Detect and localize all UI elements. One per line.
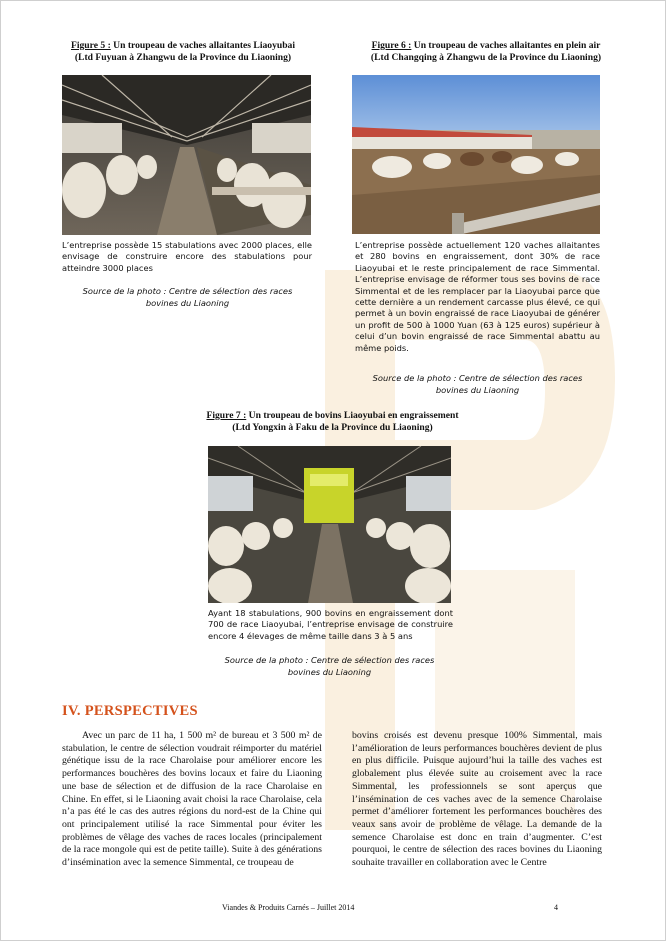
figure-5-label: Figure 5 : [70, 40, 111, 51]
figure-7-photo [208, 446, 451, 603]
footer-publication: Viandes & Produits Carnés – Juillet 2014 [222, 903, 355, 912]
footer-page-number: 4 [554, 903, 558, 912]
figure-7-subtitle: (Ltd Yongxin à Faku de la Province du Liaoning) [232, 421, 433, 433]
figure-6-label: Figure 6 : [371, 40, 412, 51]
figure-6-title-text: Un troupeau de vaches allaitantes en plein air [411, 40, 601, 51]
figure-6-subtitle: (Ltd Changqing à Zhangwu de la Province du Liaoning) [370, 51, 602, 63]
figure-5-subtitle: (Ltd Fuyuan à Zhangwu de la Province du Liaoning) [74, 51, 292, 63]
left-column-paragraph: Avec un parc de 11 ha, 1 500 m² de bureau et 3 500 m² de stabulation, le centre de sélection voudrait réimporter du matériel génétique issu de la race Charolaise pour améliorer encore les performances bouchères des bovins locaux et faire du Liaoning une base de sélection et de diffusion de la race Charolaise en Chine. En effet, si le Liaoning avait choisi la race Charolaise, cela n’a pas été le cas des autres régions du nord-est de la Chine qui ont principalement utilisé la race Simmental pour éviter les problèmes de vêlage des vaches de races locales (principalement de la race mongole qui est de petite taille). Suite à des générations d’insémination avec la semence Simmental, ce troupeau de [62, 730, 322, 869]
figure-6-title [336, 40, 636, 63]
figure-6-photo [352, 75, 600, 234]
figure-5-caption: L’entreprise possède 15 stabulations avec 2000 places, elle envisage de construire encore des stabulations pour atteindre 3000 places [62, 240, 312, 273]
figure-7-label: Figure 7 : [206, 410, 247, 421]
text-column-left [62, 730, 322, 870]
text-column-right [352, 730, 602, 870]
right-column-paragraph: bovins croisés est devenu presque 100% Simmental, mais l’amélioration de leurs performances bouchères devient de plus en plus difficile. Puisque aujourd’hui la taille des vaches est globalement plus élevée suite au croisement avec la race Simmental, les professionnels se sont aperçus que l’insémination de ces vaches avec de la semence Charolaise permet d’améliorer fortement les performances bouchères des veaux sans avoir de problème de vêlage. La demande de la semence Charolaise est donc en train d’augmenter. C’est pourquoi, le centre de sélection des races bovines du Liaoning souhaite travailler en collaboration avec le Centre [352, 730, 602, 869]
section-heading: IV. PERSPECTIVES [62, 703, 198, 719]
figure-5-source: Source de la photo : Centre de sélection des races bovines du Liaoning [82, 286, 293, 308]
figure-7-title [160, 410, 505, 433]
figure-7-title-text: Un troupeau de bovins Liaoyubai en engraissement [246, 410, 459, 421]
figure-7-caption: Ayant 18 stabulations, 900 bovins en engraissement dont 700 de race Liaoyubai, l’entreprise envisage de construire encore 4 élevages de même taille dans 3 à 5 ans [208, 608, 453, 641]
figure-5-title [40, 40, 326, 63]
figure-5-title-text: Un troupeau de vaches allaitantes Liaoyubai [110, 40, 296, 51]
figure-5-photo [62, 75, 311, 235]
figure-6-source: Source de la photo : Centre de sélection des races bovines du Liaoning [372, 373, 583, 395]
figure-7-source: Source de la photo : Centre de sélection des races bovines du Liaoning [224, 655, 435, 677]
figure-6-caption: L’entreprise possède actuellement 120 vaches allaitantes et 280 bovins en engraissement, dont 30% de race Liaoyubai et le reste principalement de race Simmental. L’entreprise envisage de réformer tous ses bovins de race Simmental et de les remplacer par la Liaoyubai parce que cette dernière a un rendement carcasse plus élevé, ce qui permet à un bovin engraissé de race Liaoyubai de générer un profit de 500 à 1000 Yuan (63 à 125 euros) supérieur à celui d’un bovin engraissé de race Simmental abattu au même poids. [355, 240, 600, 353]
